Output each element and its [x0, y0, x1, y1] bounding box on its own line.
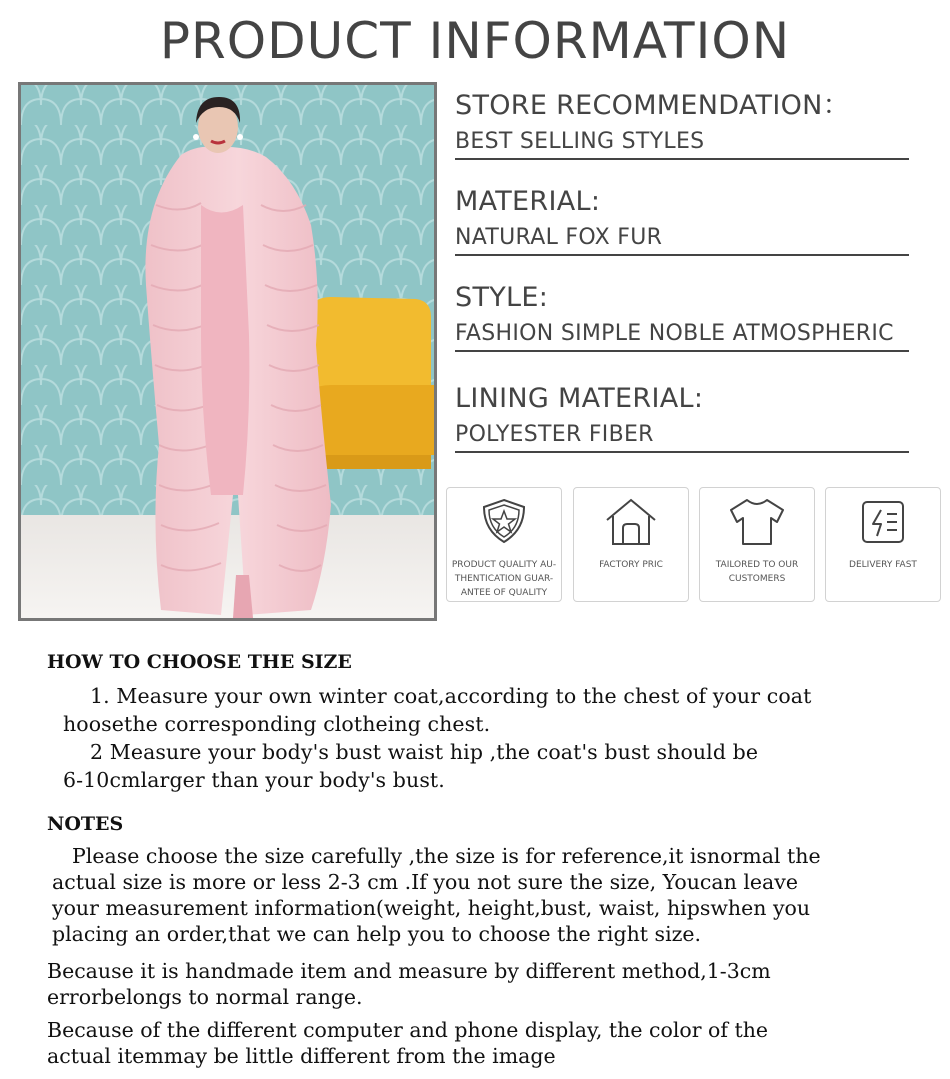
badge-factory-price [573, 487, 689, 602]
size-section [0, 650, 950, 794]
info-label: MATERIAL: [455, 186, 601, 217]
badge-text: PRODUCT QUALITY AU- [451, 560, 557, 570]
notes-line: placing an order,that we can help you to choose the right size. [52, 922, 702, 946]
fast-delivery-icon [853, 496, 913, 548]
divider [455, 350, 909, 352]
info-store-recommendation [455, 89, 915, 160]
badge-tailored [699, 487, 815, 602]
notes-line: Please choose the size carefully ,the size is for reference,it isnormal the [72, 844, 821, 868]
divider [455, 451, 909, 453]
notes-line: actual size is more or less 2-3 cm .If you not sure the size, Youcan leave [52, 870, 798, 894]
info-label: STYLE: [455, 282, 549, 313]
info-material [455, 185, 915, 256]
info-value: NATURAL FOX FUR [455, 225, 663, 250]
page-title: PRODUCT INFORMATION [159, 12, 791, 70]
size-line: hoosethe corresponding clotheing chest. [63, 712, 491, 736]
info-lining-material [455, 382, 915, 453]
badge-text: DELIVERY FAST [849, 560, 917, 570]
badge-text: FACTORY PRIC [599, 560, 663, 570]
info-label: LINING MATERIAL: [455, 383, 704, 414]
house-icon [601, 496, 661, 548]
divider [455, 254, 909, 256]
product-photo-frame [18, 82, 437, 621]
notes-line: errorbelongs to normal range. [47, 985, 363, 1009]
badge-quality [446, 487, 562, 602]
product-photo [21, 85, 434, 618]
info-value: FASHION SIMPLE NOBLE ATMOSPHERIC [455, 321, 894, 346]
tshirt-icon [727, 496, 787, 548]
notes-line: Because it is handmade item and measure by different method,1-3cm [47, 959, 771, 983]
badge-text: THENTICATION GUAR- [454, 574, 554, 584]
info-value: BEST SELLING STYLES [455, 129, 705, 154]
notes-section [0, 812, 950, 1069]
size-line: 1. Measure your own winter coat,according to the chest of your coat [90, 684, 812, 708]
info-style [455, 281, 915, 352]
size-line: 2 Measure your body's bust waist hip ,the coat's bust should be [90, 740, 759, 764]
info-value: POLYESTER FIBER [455, 422, 654, 447]
notes-heading: NOTES [47, 813, 124, 835]
size-heading: HOW TO CHOOSE THE SIZE [47, 651, 352, 673]
badge-text: ANTEE OF QUALITY [460, 588, 548, 598]
badge-text: CUSTOMERS [728, 574, 786, 584]
info-label: STORE RECOMMENDATION： [455, 90, 850, 121]
notes-line: Because of the different computer and phone display, the color of the [47, 1018, 769, 1042]
badge-text: TAILORED TO OUR [715, 560, 799, 570]
badge-delivery [825, 487, 941, 602]
size-line: 6-10cmlarger than your body's bust. [63, 768, 445, 792]
notes-line: actual itemmay be little different from the image [47, 1044, 556, 1068]
divider [455, 158, 909, 160]
shield-star-icon [477, 496, 531, 546]
notes-line: your measurement information(weight, height,bust, waist, hipswhen you [52, 896, 811, 920]
